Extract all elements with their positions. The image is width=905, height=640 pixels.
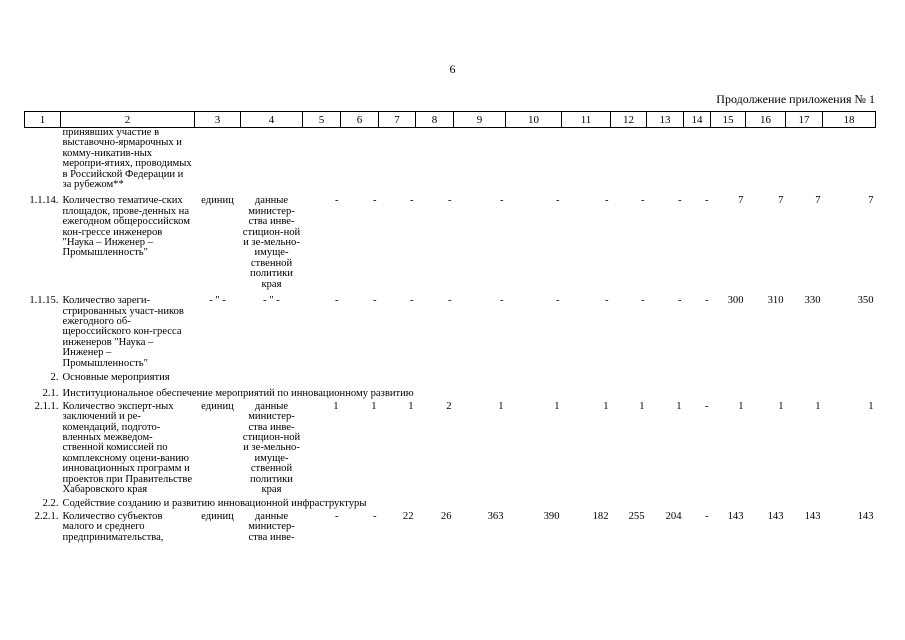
header-row	[25, 112, 876, 128]
value-cell: 7	[778, 195, 784, 207]
value-cell: 1	[333, 400, 339, 412]
page-number: 6	[449, 62, 456, 76]
indicator-name: Количество субъектов малого и среднего предпринимательства,	[62, 510, 164, 543]
value-cell: 26	[440, 510, 452, 522]
value-cell: -	[604, 295, 609, 307]
row-code: 2.1.1.	[34, 400, 59, 412]
col-header: 14	[684, 112, 711, 128]
col-header: 8	[416, 112, 454, 128]
value-cell: 143	[767, 510, 784, 522]
data-source: данные министер-ства инве-стицион-ной и зе-мельно-имуще-ственной политики края	[242, 400, 301, 495]
section-row	[25, 495, 876, 511]
value-cell: -	[499, 295, 504, 307]
col-header: 13	[647, 112, 684, 128]
value-cell: -	[447, 295, 452, 307]
value-cell: 1	[639, 400, 645, 412]
col-header: 9	[454, 112, 506, 128]
value-cell: -	[409, 195, 414, 207]
unit: единиц	[201, 195, 234, 207]
value-cell: -	[499, 195, 504, 207]
section-title: Институциональное обеспечение мероприятий по инновационному развитию	[62, 388, 414, 400]
section-code: 2.	[50, 371, 59, 383]
row-code: 1.1.14.	[29, 195, 59, 207]
value-cell: 300	[727, 295, 744, 307]
unit: - " -	[209, 295, 226, 307]
value-cell: -	[677, 195, 682, 207]
value-cell: 7	[868, 195, 874, 207]
value-cell: 255	[628, 510, 645, 522]
value-cell: -	[704, 400, 709, 412]
section-code: 2.2.	[42, 498, 59, 510]
indicator-name: Количество зареги-стрированных участ-ников ежегодного об-щероссийского кон-гресса инженеров "Наука – Инженер – Промышленность"	[62, 295, 184, 369]
carry-over-row	[25, 128, 876, 191]
value-cell: -	[334, 295, 339, 307]
value-cell: -	[640, 195, 645, 207]
value-cell: 390	[543, 510, 560, 522]
row-code: 1.1.15.	[29, 295, 59, 307]
value-cell: 310	[767, 295, 784, 307]
value-cell: -	[704, 195, 709, 207]
value-cell: 7	[815, 195, 821, 207]
col-header: 12	[611, 112, 647, 128]
value-cell: -	[409, 295, 414, 307]
value-cell: -	[372, 510, 377, 522]
value-cell: 1	[603, 400, 609, 412]
value-cell: 330	[804, 295, 821, 307]
value-cell: 363	[487, 510, 504, 522]
value-cell: -	[372, 195, 377, 207]
table-row	[25, 290, 876, 369]
value-cell: -	[604, 195, 609, 207]
unit: единиц	[201, 400, 234, 412]
col-header: 4	[241, 112, 303, 128]
value-cell: 2	[446, 400, 452, 412]
col-header: 6	[341, 112, 379, 128]
value-cell: 1	[778, 400, 784, 412]
row-code: 2.2.1.	[34, 510, 59, 522]
col-header: 11	[562, 112, 611, 128]
table-row	[25, 190, 876, 290]
section-title: Основные мероприятия	[62, 371, 170, 383]
value-cell: -	[372, 295, 377, 307]
value-cell: -	[677, 295, 682, 307]
value-cell: -	[334, 195, 339, 207]
value-cell: 204	[665, 510, 682, 522]
data-source: - " -	[263, 295, 280, 307]
continuation-label: Продолжение приложения № 1	[716, 92, 875, 106]
value-cell: -	[704, 295, 709, 307]
value-cell: -	[334, 510, 339, 522]
value-cell: 1	[408, 400, 414, 412]
value-cell: 1	[498, 400, 504, 412]
table-row	[25, 402, 876, 496]
table-row	[25, 512, 876, 543]
col-header: 18	[823, 112, 876, 128]
indicator-name: Количество тематиче-ских площадок, прове-денных на ежегодном общероссийском кон-грессе инженеров "Наука – Инженер – Промышленность"	[62, 195, 190, 259]
col-header: 5	[303, 112, 341, 128]
value-cell: 1	[554, 400, 560, 412]
value-cell: -	[704, 510, 709, 522]
col-header: 3	[195, 112, 241, 128]
value-cell: 143	[727, 510, 744, 522]
col-header: 1	[25, 112, 61, 128]
value-cell: 1	[738, 400, 744, 412]
indicators-table	[24, 111, 876, 543]
value-cell: 182	[592, 510, 609, 522]
value-cell: 1	[371, 400, 377, 412]
section-title: Содействие созданию и развитию инновационной инфраструктуры	[62, 498, 367, 510]
section-code: 2.1.	[42, 388, 59, 400]
value-cell: 1	[676, 400, 682, 412]
indicator-name: принявших участие в выставочно-ярмарочных и комму-никатив-ных меропри-ятиях, проводимых в Российской Федерации и за рубежом**	[62, 127, 192, 191]
value-cell: 143	[804, 510, 821, 522]
col-header: 16	[746, 112, 786, 128]
col-header: 10	[506, 112, 562, 128]
value-cell: 1	[868, 400, 874, 412]
value-cell: 143	[857, 510, 874, 522]
col-header: 2	[61, 112, 195, 128]
section-row	[25, 369, 876, 385]
value-cell: 1	[815, 400, 821, 412]
value-cell: 350	[857, 295, 874, 307]
value-cell: 22	[402, 510, 414, 522]
value-cell: -	[555, 195, 560, 207]
data-source: данные министер-ства инве-	[248, 510, 295, 543]
col-header: 17	[786, 112, 823, 128]
col-header: 7	[379, 112, 416, 128]
value-cell: -	[447, 195, 452, 207]
col-header: 15	[711, 112, 746, 128]
data-source: данные министер-ства инве-стицион-ной и зе-мельно-имуще-ственной политики края	[242, 195, 301, 290]
value-cell: 7	[738, 195, 744, 207]
value-cell: -	[640, 295, 645, 307]
indicator-name: Количество эксперт-ных заключений и ре-комендаций, подгото-вленных межведом-ственной комиссией по комплексному оцени-ванию инновационных программ и проектов при Правительстве Хабаровского края	[62, 400, 193, 495]
value-cell: -	[555, 295, 560, 307]
unit: единиц	[201, 510, 234, 522]
section-row	[25, 385, 876, 401]
